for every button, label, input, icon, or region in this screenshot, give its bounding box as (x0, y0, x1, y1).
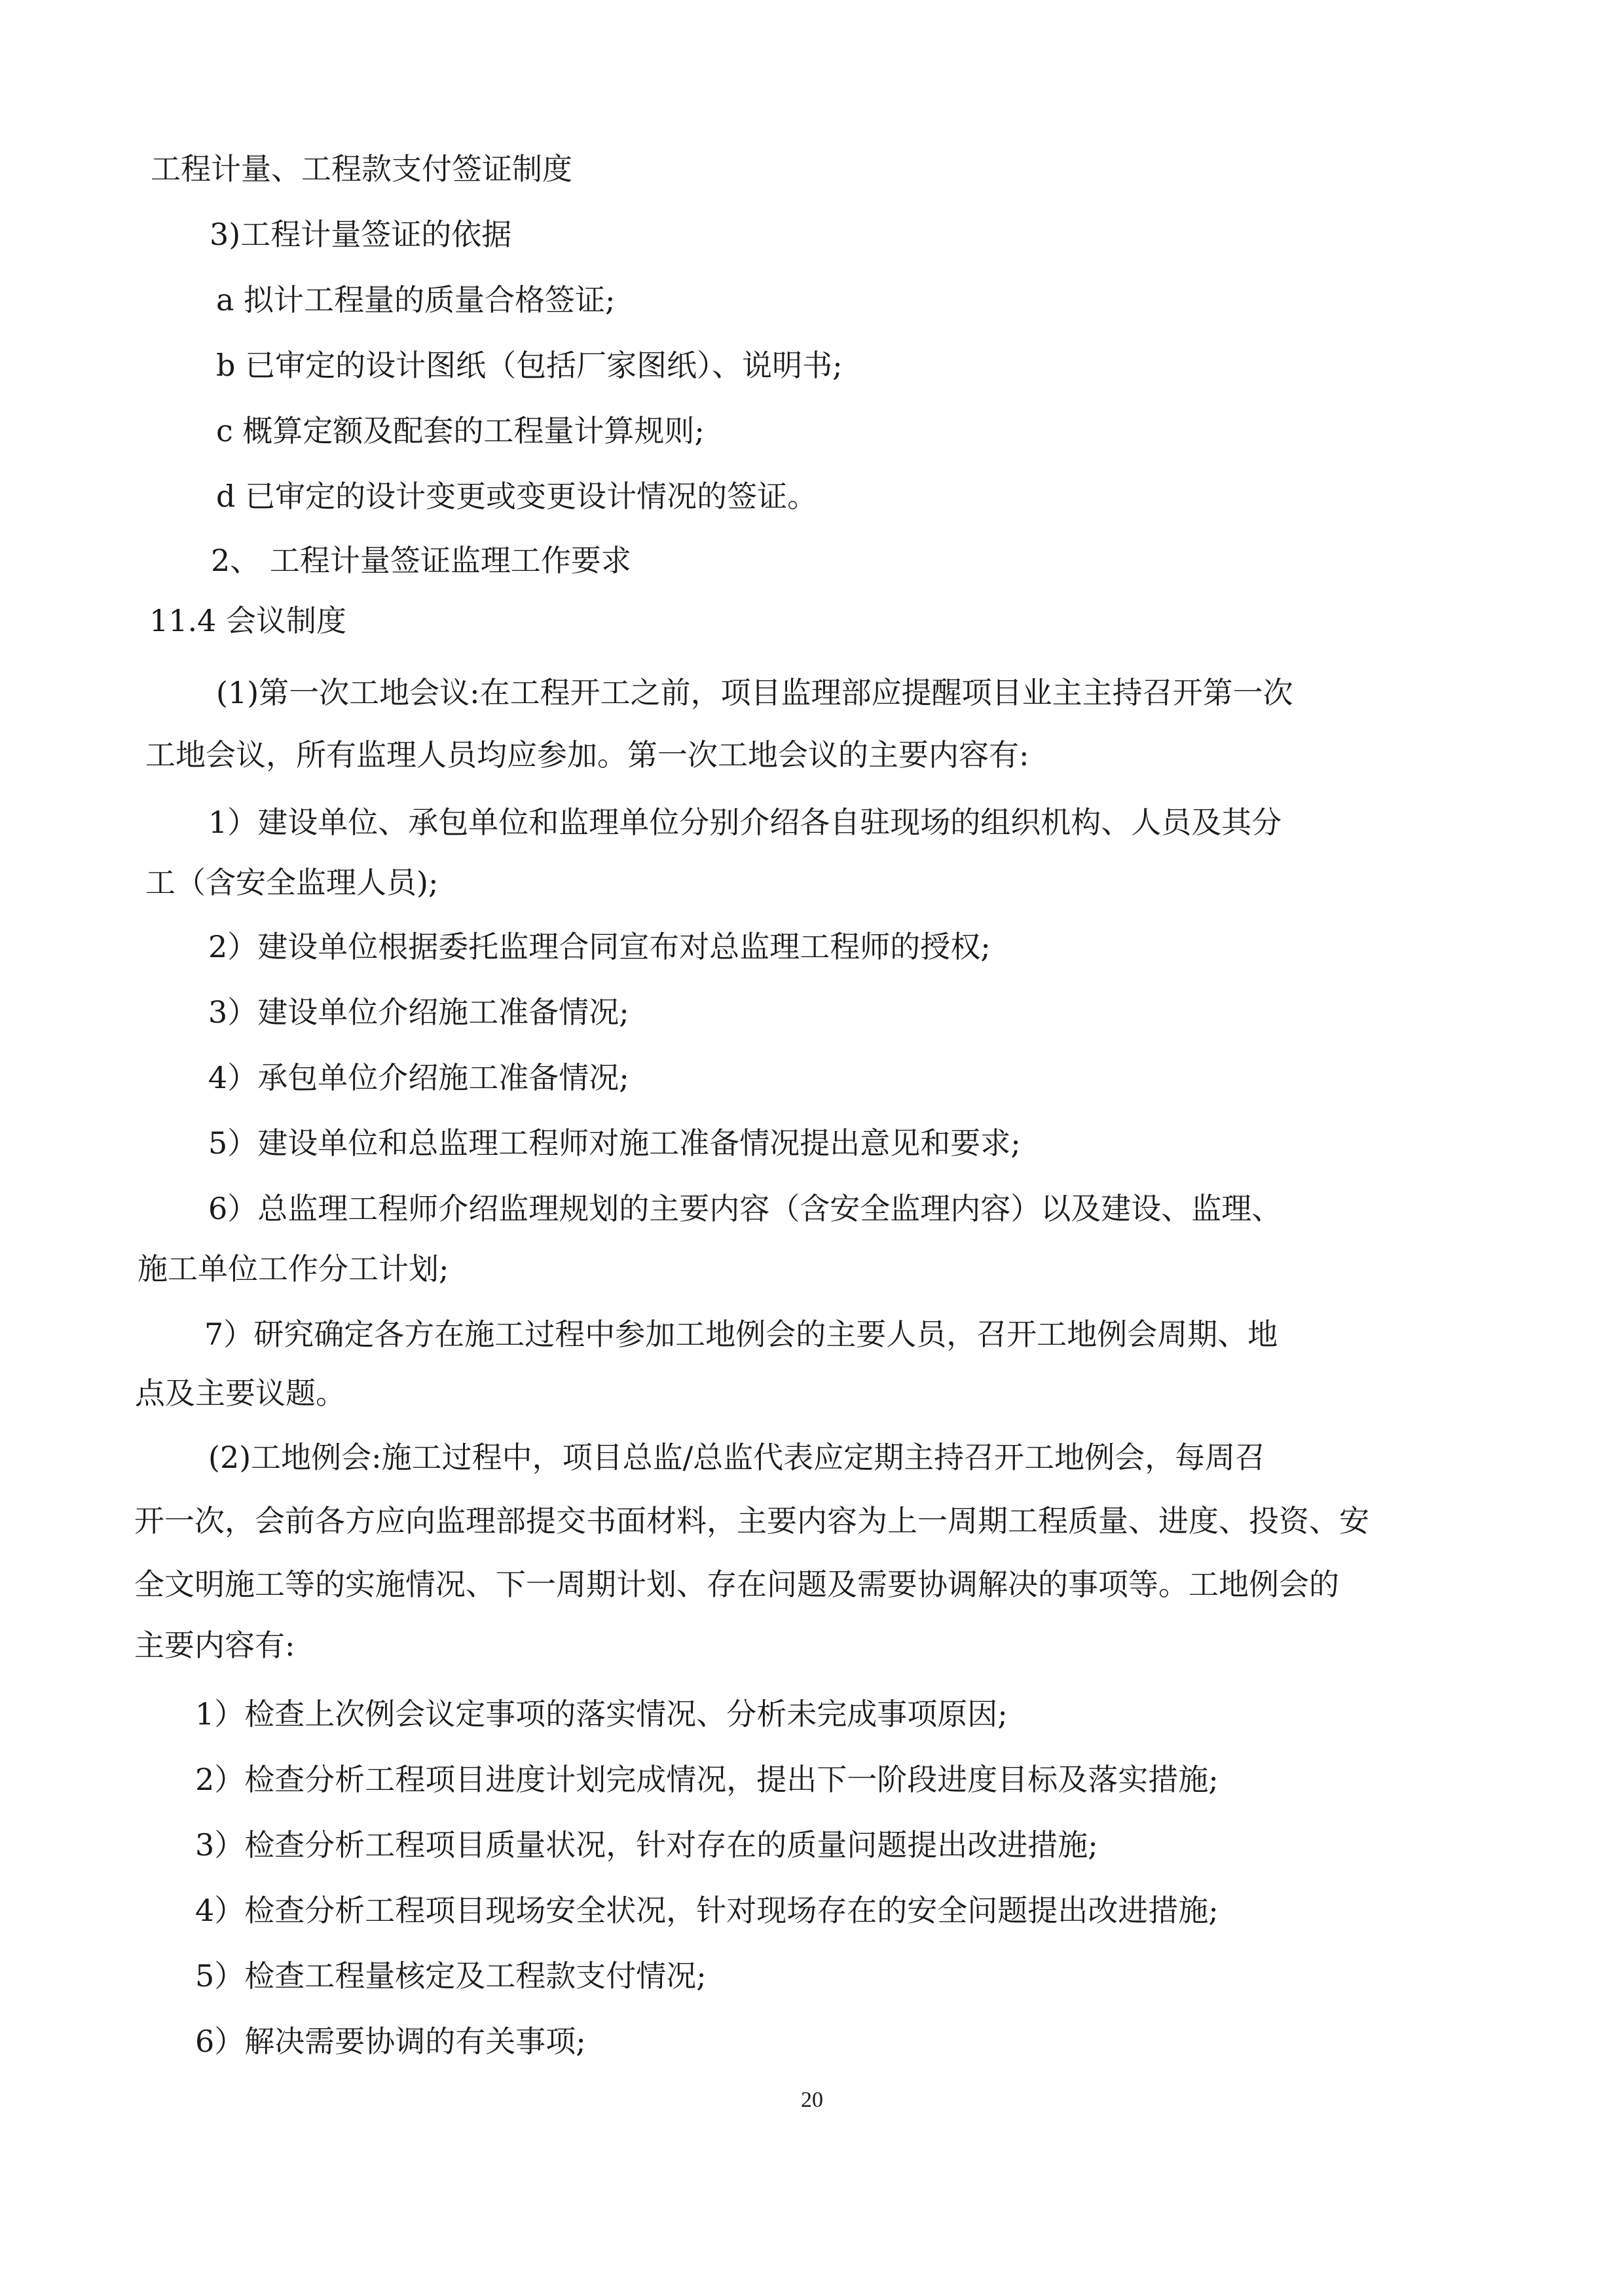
text-line: 施工单位工作分工计划; (138, 1251, 449, 1286)
text-line: d 已审定的设计变更或变更设计情况的签证。 (216, 479, 818, 514)
text-line: 工地会议，所有监理人员均应参加。第一次工地会议的主要内容有: (145, 737, 1029, 773)
text-line: 4）承包单位介绍施工准备情况; (208, 1060, 629, 1095)
text-line: 6）总监理工程师介绍监理规划的主要内容（含安全监理内容）以及建设、监理、 (208, 1191, 1282, 1226)
text-line: 1）检查上次例会议定事项的落实情况、分析未完成事项原因; (195, 1696, 1008, 1732)
text-line: 全文明施工等的实施情况、下一周期计划、存在问题及需要协调解决的事项等。工地例会的 (134, 1567, 1339, 1602)
text-line: 主要内容有: (134, 1628, 295, 1663)
text-line: c 概算定额及配套的工程量计算规则; (216, 413, 705, 448)
text-line: 6）解决需要协调的有关事项; (195, 2024, 586, 2059)
text-line: a 拟计工程量的质量合格签证; (216, 282, 616, 318)
section-heading: 11.4 会议制度 (149, 603, 347, 638)
text-line: (1)第一次工地会议:在工程开工之前，项目监理部应提醒项目业主主持召开第一次 (216, 675, 1293, 710)
text-line: 3）建设单位介绍施工准备情况; (208, 994, 629, 1030)
text-line: 3)工程计量签证的依据 (210, 217, 512, 252)
text-line: 2）检查分析工程项目进度计划完成情况，提出下一阶段进度目标及落实措施; (195, 1762, 1219, 1797)
text-line: 1）建设单位、承包单位和监理单位分别介绍各自驻现场的组织机构、人员及其分 (208, 805, 1282, 840)
text-line: 5）检查工程量核定及工程款支付情况; (195, 1958, 707, 1994)
text-line: 4）检查分析工程项目现场安全状况，针对现场存在的安全问题提出改进措施; (195, 1893, 1219, 1928)
text-line: 5）建设单位和总监理工程师对施工准备情况提出意见和要求; (208, 1125, 1021, 1161)
text-line: b 已审定的设计图纸（包括厂家图纸）、说明书; (216, 348, 843, 383)
text-line: 工程计量、工程款支付签证制度 (151, 151, 572, 187)
text-line: 工（含安全监理人员); (145, 865, 439, 900)
text-line: 开一次，会前各方应向监理部提交书面材料，主要内容为上一周期工程质量、进度、投资、安 (134, 1503, 1369, 1539)
page-number: 20 (801, 2088, 823, 2112)
text-line: 7）研究确定各方在施工过程中参加工地例会的主要人员，召开工地例会周期、地 (204, 1317, 1278, 1352)
text-line: 2、 工程计量签证监理工作要求 (211, 543, 631, 578)
text-line: 3）检查分析工程项目质量状况，针对存在的质量问题提出改进措施; (195, 1827, 1098, 1863)
text-line: 点及主要议题。 (135, 1376, 346, 1411)
text-line: (2)工地例会:施工过程中，项目总监/总监代表应定期主持召开工地例会，每周召 (208, 1440, 1266, 1475)
text-line: 2）建设单位根据委托监理合同宣布对总监理工程师的授权; (208, 929, 991, 964)
